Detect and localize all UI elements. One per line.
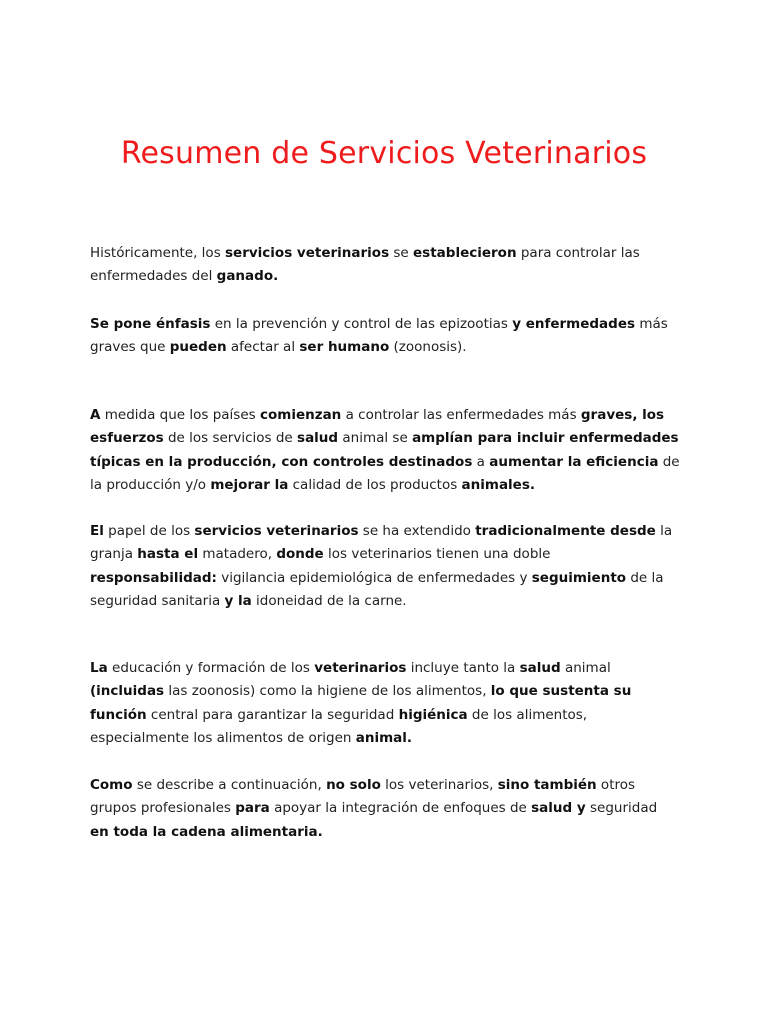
text-run: afectar al: [226, 339, 300, 356]
text-run: Históricamente, los: [90, 245, 226, 261]
text-run: más graves que: [90, 316, 668, 356]
paragraph-education-training: [90, 657, 680, 751]
bold-text-run: tradicionalmente desde: [475, 523, 656, 539]
text-run: se: [389, 245, 414, 261]
paragraph-expansion-production: [90, 404, 680, 498]
text-run: calidad de los productos: [288, 477, 462, 494]
paragraph-role-farm-slaughterhouse: [90, 520, 680, 614]
text-run: medida que los países: [100, 407, 260, 423]
text-run: seguridad: [585, 800, 658, 817]
text-run: de la producción y/o: [90, 453, 680, 494]
text-run: animal se: [338, 430, 413, 447]
bold-text-run: higiénica: [398, 706, 468, 723]
text-run: para controlar las enfermedades del: [90, 245, 640, 285]
text-run: de los alimentos, especialmente los alimentos de origen: [90, 706, 588, 747]
bold-text-run: responsabilidad:: [90, 569, 217, 586]
bold-text-run: para: [235, 800, 270, 817]
paragraph-emphasis-prevention: [90, 313, 680, 360]
bold-text-run: El: [90, 523, 104, 539]
bold-text-run: salud: [297, 430, 339, 447]
bold-text-run: comienzan: [259, 407, 342, 423]
text-run: educación y formación de los: [107, 660, 315, 676]
bold-text-run: animales.: [461, 477, 536, 494]
text-run: la granja: [90, 523, 673, 563]
bold-text-run: aumentar la eficiencia: [489, 453, 659, 470]
text-run: en la prevención y control de las epizootias: [210, 316, 513, 332]
bold-text-run: seguimiento: [531, 569, 627, 586]
bold-text-run: ganado.: [216, 268, 279, 285]
bold-text-run: mejorar la: [210, 477, 289, 494]
bold-text-run: sino también: [497, 777, 597, 793]
text-run: central para garantizar la seguridad: [146, 706, 399, 723]
bold-text-run: lo que sustenta su función: [90, 683, 632, 723]
bold-text-run: servicios veterinarios: [225, 245, 390, 261]
bold-text-run: hasta el: [137, 546, 199, 563]
bold-text-run: donde: [276, 546, 324, 563]
text-run: matadero,: [198, 546, 277, 563]
text-run: a: [472, 453, 490, 470]
text-run: apoyar la integración de enfoques de: [269, 800, 532, 817]
text-run: otros grupos profesionales: [90, 777, 636, 817]
bold-text-run: Se pone énfasis: [90, 316, 211, 332]
bold-text-run: salud: [519, 660, 561, 676]
bold-text-run: A: [90, 407, 101, 423]
bold-text-run: animal.: [355, 730, 413, 747]
bold-text-run: pueden: [169, 339, 227, 356]
paragraph-historical-origin: [90, 242, 680, 289]
page-title: Resumen de Servicios Veterinarios: [120, 136, 648, 171]
text-run: se ha extendido: [358, 523, 476, 539]
bold-text-run: y enfermedades: [512, 316, 636, 332]
text-run: las zoonosis) como la higiene de los alimentos,: [164, 683, 491, 700]
text-run: se describe a continuación,: [132, 777, 327, 793]
bold-text-run: ser humano: [299, 339, 390, 356]
bold-text-run: no solo: [326, 777, 381, 793]
bold-text-run: servicios veterinarios: [194, 523, 359, 539]
text-run: los veterinarios,: [380, 777, 498, 793]
bold-text-run: establecieron: [413, 245, 517, 261]
bold-text-run: veterinarios: [314, 660, 407, 676]
text-run: incluye tanto la: [406, 660, 520, 676]
bold-text-run: (incluidas: [90, 683, 165, 700]
text-run: papel de los: [103, 523, 195, 539]
bold-text-run: graves, los esfuerzos: [90, 407, 665, 447]
text-run: de la seguridad sanitaria: [90, 569, 664, 610]
paragraph-professional-groups: [90, 774, 680, 844]
text-run: animal: [560, 660, 611, 676]
bold-text-run: amplían para incluir enfermedades típicas en la producción, con controles destinados: [90, 430, 679, 470]
bold-text-run: salud y: [531, 800, 586, 817]
bold-text-run: La: [90, 660, 108, 676]
text-run: a controlar las enfermedades más: [341, 407, 581, 423]
bold-text-run: Como: [90, 777, 133, 793]
bold-text-run: en toda la cadena alimentaria.: [90, 823, 323, 840]
text-run: idoneidad de la carne.: [251, 593, 407, 610]
text-run: vigilancia epidemiológica de enfermedades y: [216, 569, 532, 586]
bold-text-run: y la: [224, 593, 252, 610]
text-run: (zoonosis).: [389, 339, 467, 356]
text-run: de los servicios de: [163, 430, 298, 447]
text-run: los veterinarios tienen una doble: [323, 546, 551, 563]
